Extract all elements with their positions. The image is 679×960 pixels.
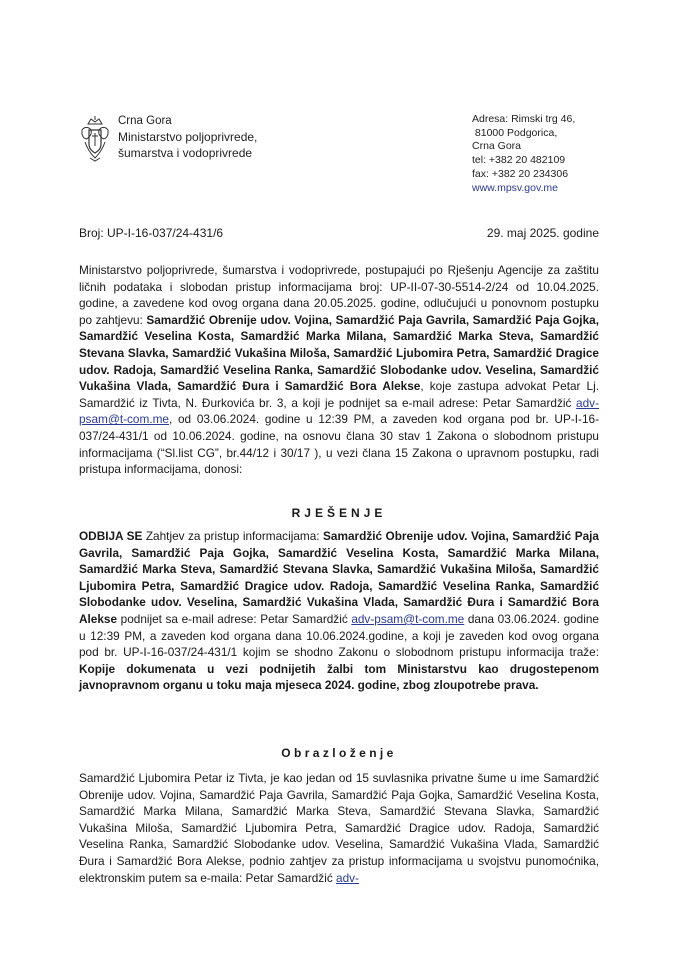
email-link-fragment[interactable]: adv- <box>336 870 359 885</box>
decision-text: Zahtjev za pristup informacijama: <box>142 529 324 543</box>
address-block <box>472 113 575 195</box>
website-link[interactable]: www.mpsv.gov.me <box>472 181 558 194</box>
ministry-name-line-1: Ministarstvo poljoprivrede, <box>118 130 258 144</box>
coat-of-arms-icon <box>79 116 111 162</box>
intro-text: , koje zastupa advokat Petar Lj. Samardžić iz Tivta, N. Đurkovića br. 3, a koji je podnijet sa e-mail adrese: Petar Samardžić <box>79 379 600 410</box>
decision-lead: ODBIJA SE <box>79 529 143 543</box>
reasoning-heading: Obrazloženje <box>281 746 397 760</box>
ministry-name-line-2: šumarstva i vodoprivrede <box>118 146 253 160</box>
document-date: 29. maj 2025. godine <box>486 226 599 240</box>
address-line: Adresa: Rimski trg 46, <box>472 113 576 125</box>
ministry-block <box>118 113 257 161</box>
email-link[interactable]: adv-psam@t-com.me <box>351 611 465 626</box>
applicant-names: Samardžić Obrenije udov. Vojina, Samardžić Paja Gavrila, Samardžić Paja Gojka, Samardžić Veselina Kosta, Samardžić Marka Milana, Samardžić Marka Steva, Samardžić Stevana Slavka, Samardžić Vukašina Miloša, Samardžić Ljubomira Petra, Samardžić Dragice udov. Radoja, Samardžić Veselina Ranka, Samardžić Slobodanke udov. Veselina, Samardžić Vukašina Vlada, Samardžić Đura i Samardžić Bora Alekse <box>79 529 599 626</box>
decision-text: dana 03.06.2024. godine u 12:39 PM, a zaveden kod organa dana 10.06.2024.godine, a koji je zaveden kod ovog organa pod br. UP-I-16-037/24-431/1 kojim se shodno Zakonu o slobodnom pristupu informacija traže: <box>79 611 599 660</box>
intro-text: , od 03.06.2024. godine u 12:39 PM, a zaveden kod organa pod br. UP-I-16-037/24-431/1 od 10.06.2024. godine, na osnovu člana 30 stav 1 Zakona o slobodnom pristupu informacijama (“Sl.list CG”, br.44/12 i 30/17 ), u vezi člana 15 Zakona o upravnom postupku, radi pristupa informacijama, donosi: <box>79 412 599 477</box>
phone-line: tel: +382 20 482109 <box>472 154 566 167</box>
intro-text: Ministarstvo poljoprivrede, šumarstva i vodoprivrede, postupajući po Rješenju Agencije za zaštitu ličnih podataka i slobodan pristup informacijama broj: UP-II-07-30-5514-2/24 od 10.04.2025. godine, a zavedene kod ovog organa dana 20.05.2025. godine, odlučujući u ponovnom postupku po zahtjevu: <box>79 263 599 327</box>
decision-text: podnijet sa e-mail adrese: Petar Samardžić <box>117 611 352 626</box>
decision-paragraph <box>79 528 599 694</box>
fax-line: fax: +382 20 234306 <box>472 167 569 180</box>
country-name: Crna Gora <box>118 115 172 127</box>
decision-heading: RJEŠENJE <box>291 506 387 520</box>
reference-line <box>79 226 599 240</box>
reference-number: Broj: UP-I-16-037/24-431/6 <box>79 226 224 240</box>
intro-paragraph <box>79 262 599 478</box>
address-line: 81000 Podgorica, <box>472 126 558 139</box>
reasoning-paragraph <box>79 770 599 886</box>
requested-documents: Kopije dokumenata u vezi podnijetih žalbi tom Ministarstvu kao drugostepenom javnopravnom organu u toku maja mjeseca 2024. godine, zbog zloupotrebe prava. <box>79 661 599 693</box>
reasoning-text: Samardžić Ljubomira Petar iz Tivta, je kao jedan od 15 suvlasnika privatne šume u ime Samardžić Obrenije udov. Vojina, Samardžić Paja Gavrila, Samardžić Paja Gojka, Samardžić Veselina Kosta, Samardžić Marka Milana, Samardžić Marka Steva, Samardžić Stevana Slavka, Samardžić Vukašina Miloša, Samardžić Ljubomira Petra, Samardžić Dragice udov. Radoja, Samardžić Veselina Ranka, Samardžić Slobodanke udov. Veselina, Samardžić Vukašina Vlada, Samardžić Đura i Samardžić Bora Alekse, podnio zahtjev za pristup informacijama u svojstvu punomoćnika, elektronskim putem sa e-maila: Petar Samardžić <box>79 771 599 885</box>
email-link[interactable]: adv-psam@t-com.me <box>79 395 599 427</box>
applicant-names: Samardžić Obrenije udov. Vojina, Samardžić Paja Gavrila, Samardžić Paja Gojka, Samardžić Veselina Kosta, Samardžić Marka Milana, Samardžić Marka Steva, Samardžić Stevana Slavka, Samardžić Vukašina Miloša, Samardžić Ljubomira Petra, Samardžić Dragice udov. Radoja, Samardžić Veselina Ranka, Samardžić Slobodanke udov. Veselina, Samardžić Vukašina Vlada, Samardžić Đura i Samardžić Bora Alekse <box>79 312 599 394</box>
address-line: Crna Gora <box>472 140 522 153</box>
